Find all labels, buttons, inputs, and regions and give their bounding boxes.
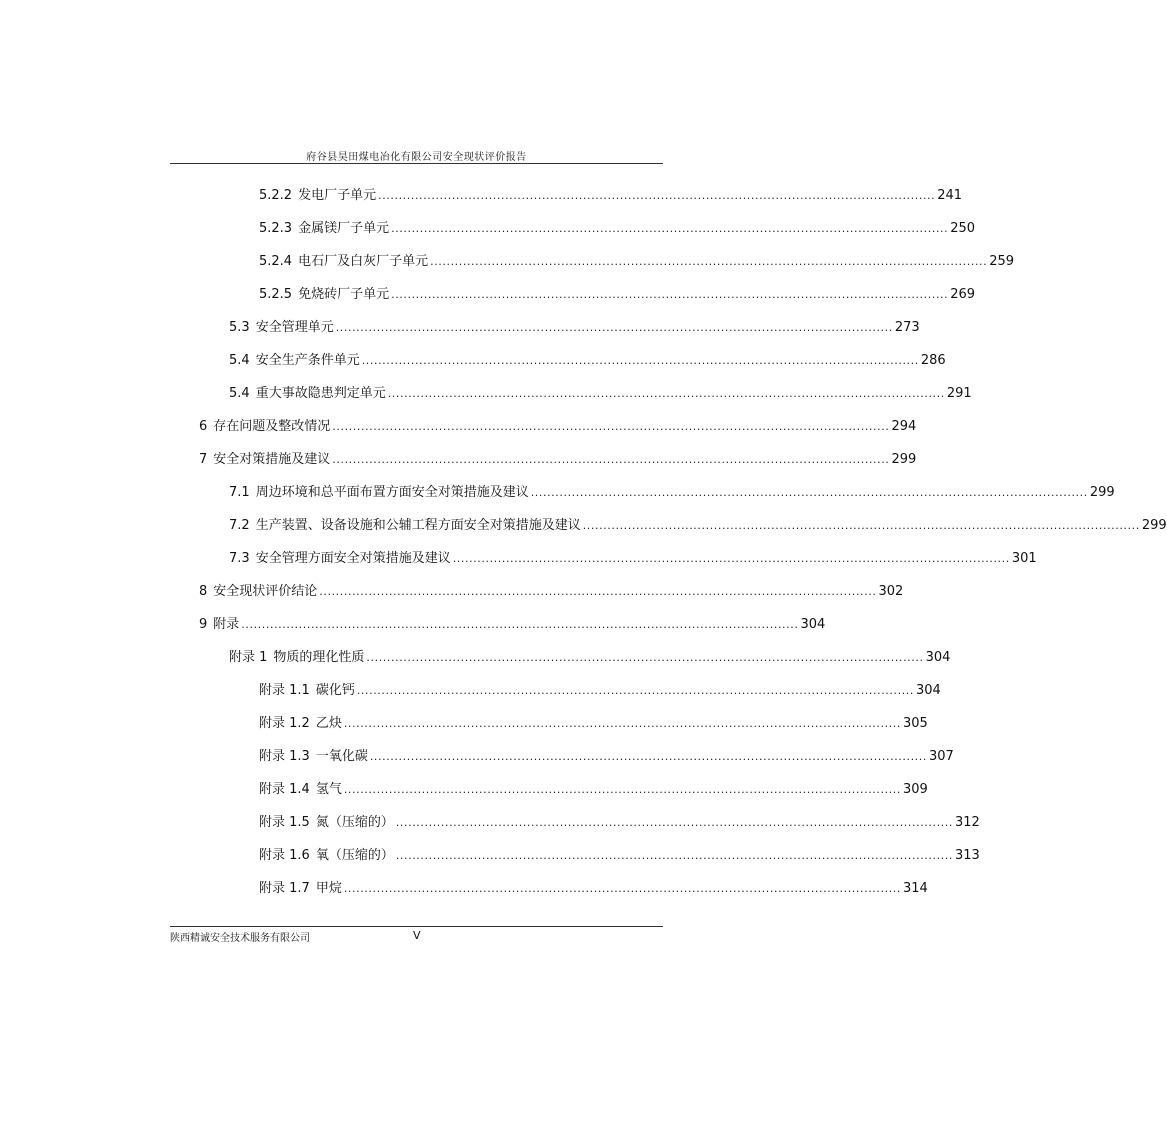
toc-leader-dots: ........................................................................................................................................ — [332, 420, 890, 433]
toc-title: 物质的理化性质 — [273, 650, 365, 665]
toc-leader-dots: ........................................................................................................................................ — [395, 816, 953, 829]
toc-number: 7 — [199, 452, 208, 467]
toc-leader-dots: ........................................................................................................................................ — [430, 255, 988, 268]
toc-leader-dots: ........................................................................................................................................ — [356, 684, 914, 697]
page-header-title: 府谷县昊田煤电冶化有限公司安全现状评价报告 — [306, 152, 527, 163]
toc-entry[interactable] — [229, 547, 1037, 567]
toc-page-number: 301 — [1011, 551, 1037, 566]
toc-number: 5.2.5 — [259, 287, 293, 302]
toc-leader-dots: ........................................................................................................................................ — [452, 552, 1010, 565]
toc-page-number: 269 — [950, 287, 976, 302]
toc-number: 7.2 — [229, 518, 250, 533]
toc-page-number: 291 — [946, 386, 972, 401]
toc-page-number: 304 — [915, 683, 941, 698]
toc-entry[interactable] — [229, 316, 920, 336]
toc-leader-dots: ........................................................................................................................................ — [391, 222, 949, 235]
toc-number: 附录 1.3 — [259, 749, 310, 764]
toc-page-number: 250 — [950, 221, 976, 236]
toc-leader-dots: ........................................................................................................................................ — [343, 783, 901, 796]
toc-title: 金属镁厂子单元 — [298, 221, 390, 236]
toc-entry[interactable] — [259, 217, 976, 237]
toc-page-number: 299 — [1141, 518, 1167, 533]
toc-leader-dots: ........................................................................................................................................ — [530, 486, 1088, 499]
toc-title: 免烧砖厂子单元 — [298, 287, 390, 302]
toc-title: 乙炔 — [315, 716, 342, 731]
toc-title: 重大事故隐患判定单元 — [255, 386, 386, 401]
toc-entry[interactable] — [259, 877, 928, 897]
toc-title: 氢气 — [315, 782, 342, 797]
toc-entry[interactable] — [259, 778, 928, 798]
toc-title: 一氧化碳 — [315, 749, 368, 764]
toc-page-number: 273 — [894, 320, 920, 335]
toc-entry[interactable] — [199, 415, 917, 435]
toc-title: 甲烷 — [315, 881, 342, 896]
toc-title: 生产装置、设备设施和公辅工程方面安全对策措施及建议 — [255, 518, 581, 533]
toc-entry[interactable] — [259, 844, 980, 864]
toc-number: 附录 1.2 — [259, 716, 310, 731]
toc-leader-dots: ........................................................................................................................................ — [361, 354, 919, 367]
toc-number: 5.4 — [229, 386, 250, 401]
toc-entry[interactable] — [259, 745, 954, 765]
toc-number: 附录 1.7 — [259, 881, 310, 896]
toc-number: 5.2.2 — [259, 188, 293, 203]
toc-number: 5.3 — [229, 320, 250, 335]
toc-number: 附录 1.6 — [259, 848, 310, 863]
toc-number: 9 — [199, 617, 208, 632]
toc-title: 存在问题及整改情况 — [213, 419, 331, 434]
toc-entry[interactable] — [259, 712, 928, 732]
toc-page-number: 302 — [878, 584, 904, 599]
footer-divider — [170, 926, 663, 927]
toc-page-number: 307 — [928, 749, 954, 764]
toc-entry[interactable] — [259, 679, 941, 699]
toc-number: 附录 1.5 — [259, 815, 310, 830]
toc-page-number: 304 — [800, 617, 826, 632]
toc-number: 5.2.4 — [259, 254, 293, 269]
toc-entry[interactable] — [259, 283, 976, 303]
toc-entry[interactable] — [229, 349, 946, 369]
toc-leader-dots: ........................................................................................................................................ — [343, 717, 901, 730]
toc-entry[interactable] — [229, 514, 1167, 534]
footer-company-name: 陕西精诚安全技术服务有限公司 — [170, 933, 310, 944]
toc-number: 6 — [199, 419, 208, 434]
toc-number: 5.4 — [229, 353, 250, 368]
toc-leader-dots: ........................................................................................................................................ — [332, 453, 890, 466]
toc-leader-dots: ........................................................................................................................................ — [319, 585, 877, 598]
toc-page-number: 299 — [1089, 485, 1115, 500]
toc-title: 氮（压缩的） — [315, 815, 394, 830]
toc-page-number: 305 — [902, 716, 928, 731]
toc-page-number: 314 — [902, 881, 928, 896]
toc-entry[interactable] — [229, 481, 1115, 501]
toc-leader-dots: ........................................................................................................................................ — [582, 519, 1140, 532]
toc-page-number: 259 — [989, 254, 1015, 269]
toc-title: 周边环境和总平面布置方面安全对策措施及建议 — [255, 485, 529, 500]
toc-page-number: 309 — [902, 782, 928, 797]
toc-entry[interactable] — [199, 613, 826, 633]
toc-entry[interactable] — [229, 646, 951, 666]
toc-number: 5.2.3 — [259, 221, 293, 236]
toc-entry[interactable] — [229, 382, 972, 402]
toc-leader-dots: ........................................................................................................................................ — [366, 651, 924, 664]
toc-page-number: 313 — [954, 848, 980, 863]
header-divider — [170, 163, 663, 164]
toc-entry[interactable] — [259, 811, 980, 831]
toc-page-number: 299 — [891, 452, 917, 467]
toc-title: 安全管理单元 — [255, 320, 334, 335]
toc-number: 7.1 — [229, 485, 250, 500]
toc-number: 附录 1 — [229, 650, 268, 665]
toc-title: 电石厂及白灰厂子单元 — [298, 254, 429, 269]
toc-leader-dots: ........................................................................................................................................ — [387, 387, 945, 400]
toc-title: 发电厂子单元 — [298, 188, 377, 203]
toc-page-number: 312 — [954, 815, 980, 830]
toc-number: 附录 1.4 — [259, 782, 310, 797]
toc-title: 安全管理方面安全对策措施及建议 — [255, 551, 451, 566]
toc-page-number: 304 — [925, 650, 951, 665]
toc-number: 8 — [199, 584, 208, 599]
toc-leader-dots: ........................................................................................................................................ — [378, 189, 936, 202]
toc-page-number: 241 — [937, 188, 963, 203]
toc-number: 附录 1.1 — [259, 683, 310, 698]
toc-number: 7.3 — [229, 551, 250, 566]
toc-title: 安全对策措施及建议 — [213, 452, 331, 467]
toc-page-number: 294 — [891, 419, 917, 434]
toc-entry[interactable] — [259, 184, 963, 204]
toc-page-number: 286 — [920, 353, 946, 368]
toc-entry[interactable] — [259, 250, 1015, 270]
toc-title: 安全生产条件单元 — [255, 353, 360, 368]
toc-title: 附录 — [213, 617, 240, 632]
toc-leader-dots: ........................................................................................................................................ — [391, 288, 949, 301]
footer-page-number: V — [413, 929, 421, 942]
toc-title: 碳化钙 — [315, 683, 355, 698]
toc-leader-dots: ........................................................................................................................................ — [369, 750, 927, 763]
toc-leader-dots: ........................................................................................................................................ — [241, 618, 799, 631]
toc-leader-dots: ........................................................................................................................................ — [343, 882, 901, 895]
toc-entry[interactable] — [199, 580, 904, 600]
toc-entry[interactable] — [199, 448, 917, 468]
toc-title: 安全现状评价结论 — [213, 584, 318, 599]
toc-title: 氧（压缩的） — [315, 848, 394, 863]
toc-leader-dots: ........................................................................................................................................ — [395, 849, 953, 862]
toc-leader-dots: ........................................................................................................................................ — [335, 321, 893, 334]
